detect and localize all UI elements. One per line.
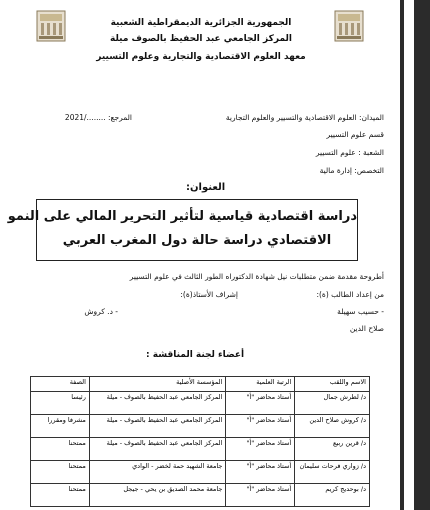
header-university: المركز الجامعي عبد الحفيظ بالصوف ميلة [110,34,292,44]
col-role-header: الصفة [31,377,90,392]
col-name-header: الاسم واللقب [295,377,370,392]
title-box [7,199,358,261]
member-role: ممتحنا [31,461,90,484]
students-label: من إعداد الطالب (ة): [316,290,384,299]
table-row [31,392,370,415]
table-row [31,415,370,438]
table-row [31,438,370,461]
meta-field: الميدان: العلوم الاقتصادية والتسيير والعلوم التجارية [225,113,384,122]
meta-branch: الشعبة : علوم التسيير [315,148,384,157]
meta-department: قسم علوم التسيير [326,130,384,139]
member-name: د/ لطرش جمال [295,392,370,415]
member-rank: أستاذ محاضر "أ" [226,461,295,484]
member-institution: جامعة الشهيد حمة لخضر - الوادي [89,461,226,484]
member-institution: المركز الجامعي عبد الحفيظ بالصوف - ميلة [89,392,226,415]
member-role: مشرفا ومقررا [31,415,90,438]
member-institution: جامعة محمد الصديق بن يحي - جيجل [89,484,226,507]
member-rank: أستاذ محاضر "أ" [226,392,295,415]
member-name: د/ بوحديج كريم [295,484,370,507]
supervisor-name: - د. كروش [84,307,118,316]
member-rank: أستاذ محاضر "أ" [226,484,295,507]
university-logo-right [334,10,364,42]
meta-reference: المرجع: ......../2021 [64,113,132,122]
table-row [31,484,370,507]
member-institution: المركز الجامعي عبد الحفيظ بالصوف - ميلة [89,415,226,438]
meta-specialty: التخصص: إدارة مالية [319,166,384,175]
member-name: د/ كروش صلاح الدين [295,415,370,438]
member-role: ممتحنا [31,438,90,461]
member-rank: أستاذ محاضر "أ" [226,415,295,438]
header-institute: معهد العلوم الاقتصادية والتجارية وعلوم التسيير [96,52,306,62]
committee-header-row [31,377,370,392]
member-role: ممتحنا [31,484,90,507]
title-line-2: الاقتصادي دراسة حالة دول المغرب العربي [62,233,332,248]
student-name-1: - حسيب سهيلة [337,307,384,316]
student-name-2: صلاح الدين [349,324,384,333]
header-republic: الجمهورية الجزائرية الديمقراطية الشعبية [110,18,292,28]
member-role: رئيسا [31,392,90,415]
committee-table [30,376,370,507]
thesis-note: أطروحة مقدمة ضمن متطلبات نيل شهادة الدكتوراه الطور الثالث في علوم التسيير [129,272,384,281]
supervisor-label: إشراف الأستاذ(ة): [180,290,238,299]
member-institution: المركز الجامعي عبد الحفيظ بالصوف - ميلة [89,438,226,461]
col-institution-header: المؤسسة الأصلية [89,377,226,392]
table-row [31,461,370,484]
title-label: العنوان: [186,182,226,193]
title-line-1: دراسة اقتصادية قياسية لتأثير التحرير المالي على النمو [7,209,357,224]
col-rank-header: الرتبة العلمية [226,377,295,392]
viewer-scroll-strip[interactable] [404,0,414,510]
committee-title: أعضاء لجنة المناقشة : [146,350,245,360]
member-name: د/ قرين ربيع [295,438,370,461]
member-rank: أستاذ محاضر "أ" [226,438,295,461]
viewer-side-panel [400,0,430,510]
member-name: د/ زواري فرحات سليمان [295,461,370,484]
university-logo-left [36,10,66,42]
